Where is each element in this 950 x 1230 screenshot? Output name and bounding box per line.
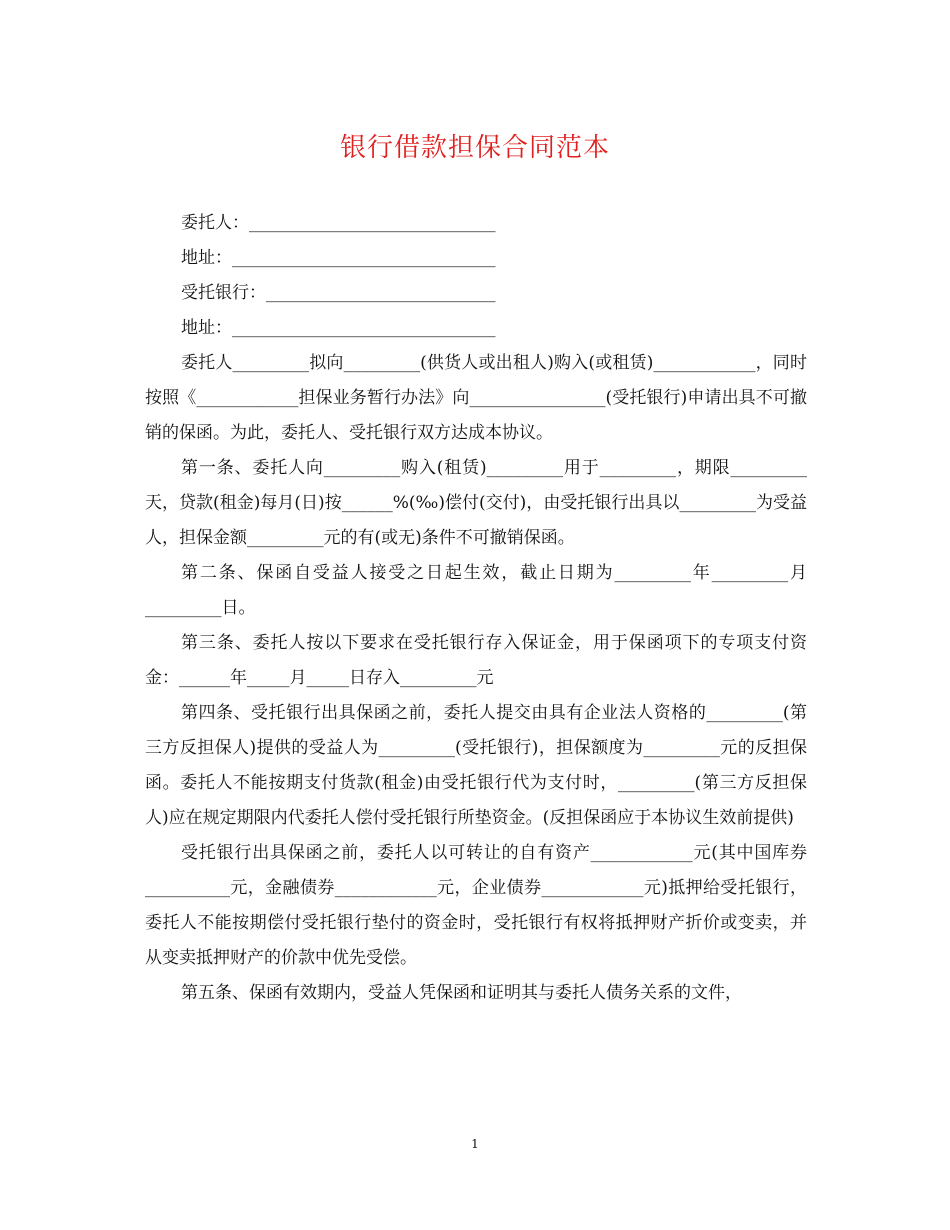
- paragraph-article-5: 第五条、保函有效期内，受益人凭保函和证明其与委托人债务关系的文件，: [181, 983, 742, 1003]
- paragraph-article-1: 第一条、委托人向_________购入(租赁)_________用于_________，期限_________天，贷款(租金)每月(日)按______%(‰)偿付(交付)，由受托银行出具以_________为受益人，担保金额_________元的有(或无)条件不可撤销保函。: [145, 458, 807, 548]
- paragraph-article-4: 第四条、受托银行出具保函之前，委托人提交由具有企业法人资格的_________(第三方反担保人)提供的受益人为_________(受托银行)，担保额度为_________元的反担保函。委托人不能按期支付货款(租金)由受托银行代为支付时，_________(第三方反担保人)应在规定期限内代委托人偿付受托银行所垫资金。(反担保函应于本协议生效前提供): [145, 703, 807, 828]
- paragraph-article-2: 第二条、保函自受益人接受之日起生效，截止日期为_________年_________月_________日。: [145, 563, 807, 618]
- field-entrusting-party-address: 地址：_______________________________: [181, 248, 496, 268]
- paragraph-preamble: 委托人_________拟向_________(供货人或出租人)购入(或租赁)____________，同时按照《____________担保业务暂行办法》向________________(受托银行)申请出具不可撤销的保函。为此，委托人、受托银行双方达成本协议。: [145, 353, 807, 443]
- paragraph-collateral: 受托银行出具保函之前，委托人以可转让的自有资产____________元(其中国库券__________元，金融债券____________元，企业债券____________元)抵押给受托银行，委托人不能按期偿付受托银行垫付的资金时，受托银行有权将抵押财产折价或变卖，并从变卖抵押财产的价款中优先受偿。: [145, 843, 807, 968]
- document-title: 银行借款担保合同范本: [339, 133, 610, 163]
- field-entrusted-bank-address: 地址：_______________________________: [181, 318, 496, 338]
- paragraph-article-3: 第三条、委托人按以下要求在受托银行存入保证金，用于保函项下的专项支付资金：______年_____月_____日存入_________元: [145, 633, 807, 688]
- page-number: 1: [471, 1137, 479, 1151]
- document-body: [145, 206, 807, 1011]
- field-entrusting-party: 委托人：_____________________________: [181, 213, 496, 233]
- field-entrusted-bank: 受托银行：___________________________: [181, 283, 496, 303]
